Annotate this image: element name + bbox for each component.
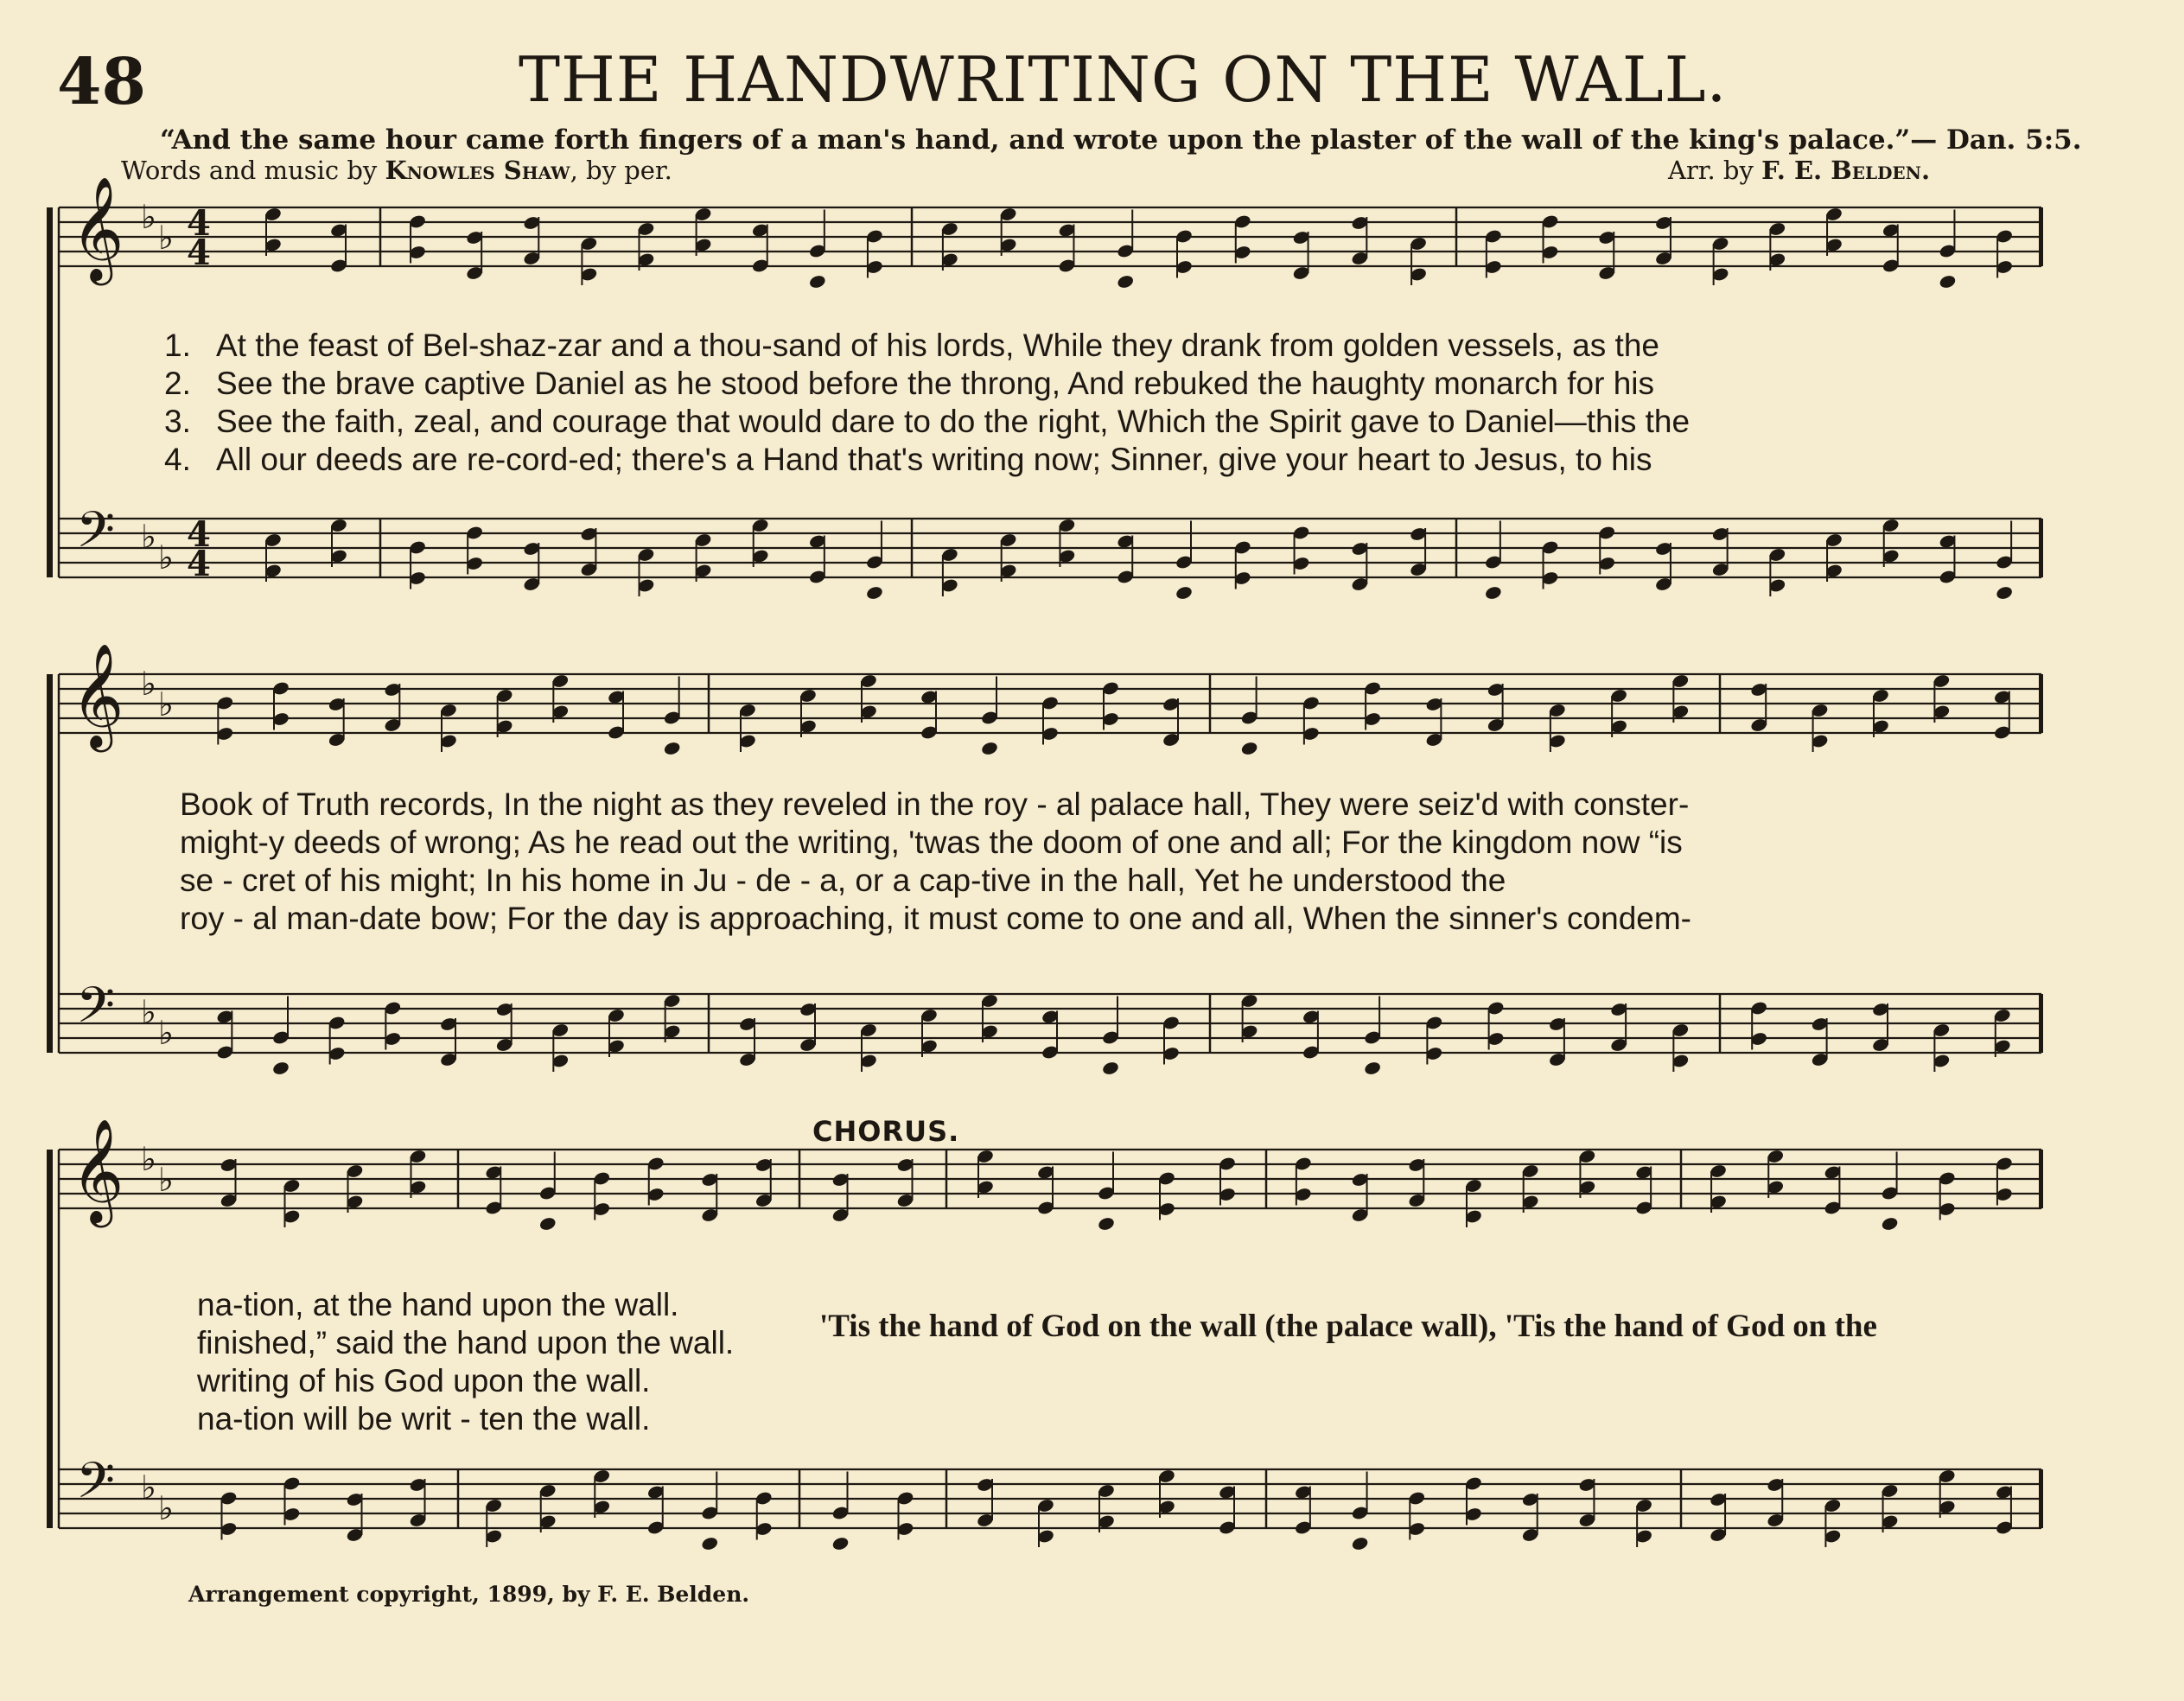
system-brace (47, 207, 53, 577)
verse-line: na-tion will be writ - ten the wall. (197, 1401, 651, 1437)
key-signature: ♭ (141, 518, 156, 556)
bass-notehead (865, 585, 883, 601)
time-signature: 4 (187, 544, 211, 584)
bass-clef: 𝄢 (76, 1451, 116, 1522)
verse-number: 4. (164, 442, 191, 477)
verse-line: writing of his God upon the wall. (197, 1363, 651, 1398)
verse-number: 3. (164, 404, 191, 439)
verse-text: See the brave captive Daniel as he stood before the throng, And rebuked the haughty monarch for his (216, 366, 1655, 401)
treble-clef: 𝄞 (71, 175, 124, 281)
chorus-label: CHORUS. (812, 1115, 960, 1148)
key-signature: ♭ (158, 538, 174, 577)
time-signature: 4 (187, 233, 211, 273)
key-signature: ♭ (141, 665, 156, 703)
key-signature: ♭ (158, 685, 174, 723)
treble-notehead (663, 741, 681, 756)
verse-line: se - cret of his might; In his home in Ju - de - a, or a cap-tive in the hall, Yet he understood the (180, 863, 1506, 898)
verse-line: finished,” said the hand upon the wall. (197, 1325, 735, 1360)
verse-line (164, 365, 1690, 403)
treble-clef: 𝄞 (71, 642, 124, 748)
treble-notehead (1097, 1216, 1115, 1232)
bass-notehead (271, 1061, 290, 1076)
system-end-barline (2039, 207, 2043, 266)
verse-line (164, 403, 1690, 441)
verse-line: Book of Truth records, In the night as they reveled in the roy - al palace hall, They were seiz'd with conster- (180, 787, 1690, 822)
system-brace (47, 674, 53, 1053)
verse-text: See the faith, zeal, and courage that would dare to do the right, Which the Spirit gave to Daniel—this the (216, 404, 1691, 439)
bass-notehead (831, 1536, 850, 1551)
bass-notehead (1484, 585, 1502, 601)
treble-notehead (980, 741, 998, 756)
treble-notehead (1881, 1216, 1899, 1232)
time-signature: 4 (187, 514, 211, 555)
system-end-barline (2039, 519, 2043, 577)
key-signature: ♭ (158, 1014, 174, 1052)
lyrics-system-3 (197, 1286, 734, 1438)
key-signature: ♭ (158, 219, 174, 257)
treble-notehead (1117, 274, 1135, 290)
treble-notehead (1939, 274, 1957, 290)
verse-line: na-tion, at the hand upon the wall. (197, 1287, 679, 1322)
verse-line: might-y deeds of wrong; As he read out the writing, 'twas the doom of one and all; For the kingdom now “is (180, 825, 1683, 860)
verse-number: 1. (164, 328, 191, 363)
system-end-barline (2039, 1150, 2043, 1208)
bass-clef: 𝄢 (76, 500, 116, 571)
key-signature: ♭ (141, 1140, 156, 1178)
key-signature: ♭ (158, 1489, 174, 1527)
bass-notehead (1363, 1061, 1381, 1076)
lyrics-system-1 (164, 327, 1690, 479)
verse-line (164, 327, 1690, 365)
composer-name: Knowles Shaw (385, 156, 570, 185)
scripture-epigraph: “And the same hour came forth fingers of a man's hand, and wrote upon the plaster of the wall of the king's palace.”— Dan. 5:5. (160, 124, 2082, 156)
key-signature: ♭ (141, 993, 156, 1031)
arranger-name: F. E. Belden. (1761, 156, 1931, 185)
verse-text: At the feast of Bel-shaz-zar and a thou-sand of his lords, While they drank from golden vessels, as the (216, 328, 1659, 363)
verse-number: 2. (164, 366, 191, 401)
treble-notehead (1240, 741, 1258, 756)
key-signature: ♭ (141, 198, 156, 236)
bass-notehead (1995, 585, 2013, 601)
page-title: THE HANDWRITING ON THE WALL. (519, 43, 1728, 116)
lyrics-system-2 (180, 786, 1691, 938)
system-brace (47, 1150, 53, 1528)
copyright-notice: Arrangement copyright, 1899, by F. E. Belden. (188, 1582, 750, 1607)
page-number: 48 (57, 45, 146, 119)
verse-text: All our deeds are re-cord-ed; there's a Hand that's writing now; Sinner, give your heart to Jesus, to his (216, 442, 1652, 477)
credit-suffix: , by per. (570, 156, 672, 185)
key-signature: ♭ (158, 1161, 174, 1199)
time-signature: 4 (187, 203, 211, 244)
verse-line: roy - al man-date bow; For the day is approaching, it must come to one and all, When the sinner's condem- (180, 901, 1691, 936)
bass-notehead (1175, 585, 1193, 601)
system-end-barline (2039, 1469, 2043, 1528)
credit-prefix: Words and music by (121, 156, 378, 185)
arranger-prefix: Arr. by (1668, 156, 1754, 185)
system-end-barline (2039, 994, 2043, 1053)
system-end-barline (2039, 674, 2043, 733)
bass-notehead (701, 1536, 719, 1551)
treble-notehead (808, 274, 826, 290)
key-signature: ♭ (141, 1468, 156, 1507)
treble-clef: 𝄞 (71, 1118, 124, 1223)
chorus-lyric: 'Tis the hand of God on the wall (the palace wall), 'Tis the hand of God on the (819, 1309, 1877, 1344)
treble-notehead (538, 1216, 557, 1232)
bass-clef: 𝄢 (76, 976, 116, 1047)
bass-notehead (1101, 1061, 1119, 1076)
bass-notehead (1351, 1536, 1369, 1551)
verse-line (164, 441, 1690, 479)
